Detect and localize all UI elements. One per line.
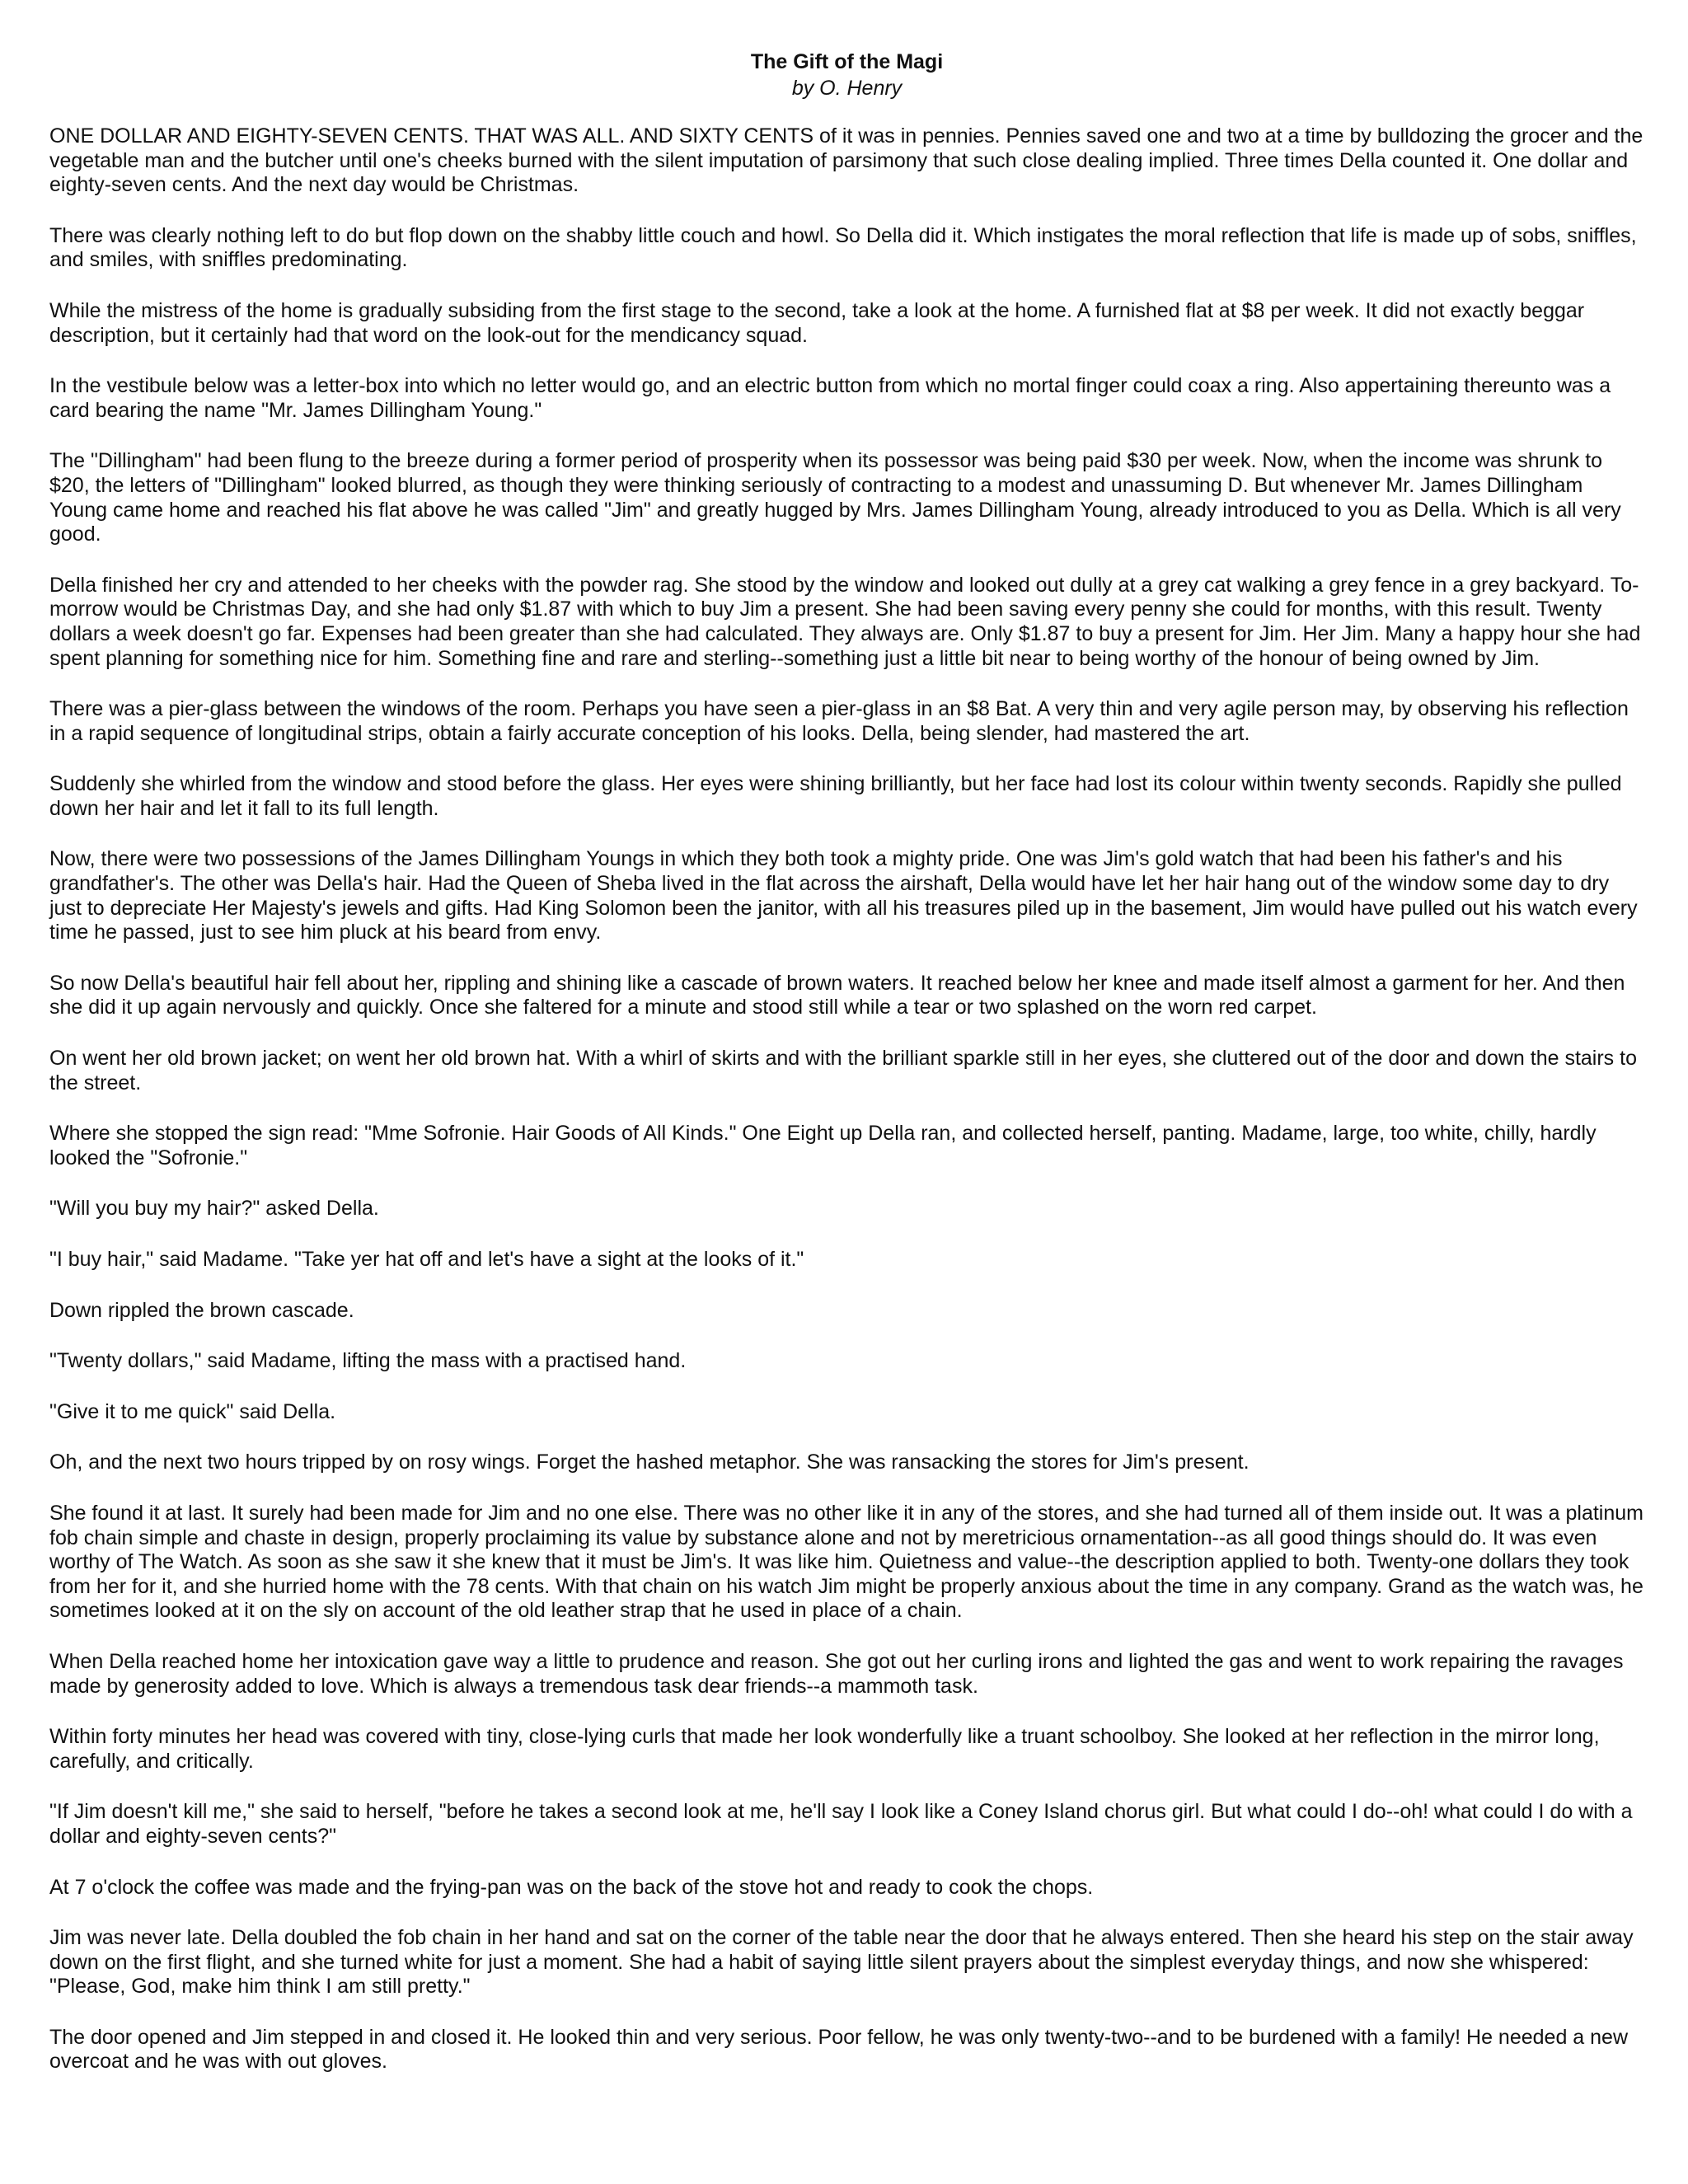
paragraph: While the mistress of the home is gradually subsiding from the first stage to the second, take a look at the home. A furnished flat at $8 per week. It did not exactly beggar description, but it certainly had that word on the look-out for the mendicancy squad. bbox=[49, 298, 1585, 347]
paragraph: "Give it to me quick" said Della. bbox=[49, 1399, 336, 1423]
paragraph: Jim was never late. Della doubled the fob chain in her hand and sat on the corner of the table near the door that he always entered. Then she heard his step on the stair away down on the first flight, and she turned white for just a moment. She had a habit of saying little silent prayers about the simplest everyday things, and now she whispered: "Please, God, make him think I am still pretty." bbox=[49, 1926, 1634, 1999]
paragraph: The "Dillingham" had been flung to the breeze during a former period of prosperity when its possessor was being paid $30 per week. Now, when the income was shrunk to $20, the letters of "Dillingham" looked blurred, as though they were thinking seriously of contracting to a modest and unassuming D. But whenever Mr. James Dillingham Young came home and reached his flat above he was called "Jim" and greatly hugged by Mrs. James Dillingham Young, already introduced to you as Della. Which is all very good. bbox=[49, 449, 1621, 546]
paragraph: On went her old brown jacket; on went her old brown hat. With a whirl of skirts and with the brilliant sparkle still in her eyes, she cluttered out of the door and down the stairs to the street. bbox=[49, 1047, 1637, 1094]
paragraph: At 7 o'clock the coffee was made and the frying-pan was on the back of the stove hot and ready to cook the chops. bbox=[49, 1875, 1094, 1899]
paragraph: Oh, and the next two hours tripped by on rosy wings. Forget the hashed metaphor. She was ransacking the stores for Jim's present. bbox=[49, 1451, 1250, 1474]
paragraph: Within forty minutes her head was covered with tiny, close-lying curls that made her look wonderfully like a truant schoolboy. She looked at her reflection in the mirror long, carefully, and critically. bbox=[49, 1725, 1600, 1773]
paragraph: There was a pier-glass between the windows of the room. Perhaps you have seen a pier-glass in an $8 Bat. A very thin and very agile person may, by observing his reflection in a rapid sequence of longitudinal strips, obtain a fairly accurate conception of his looks. Della, being slender, had mastered the art. bbox=[49, 697, 1629, 745]
paragraph: "Will you buy my hair?" asked Della. bbox=[49, 1197, 379, 1221]
paragraph: Now, there were two possessions of the James Dillingham Youngs in which they both took a mighty pride. One was Jim's gold watch that had been his father's and his grandfather's. The other was Della's hair. Had the Queen of Sheba lived in the flat across the airshaft, Della would have let her hair hang out of the window some day to dry just to depreciate Her Majesty's jewels and gifts. Had King Solomon been the janitor, with all his treasures piled up in the basement, Jim would have pulled out his watch every time he passed, just to see him pluck at his beard from envy. bbox=[49, 847, 1638, 944]
paragraph: In the vestibule below was a letter-box into which no letter would go, and an electric button from which no mortal finger could coax a ring. Also appertaining thereunto was a card bearing the name "Mr. James Dillingham Young." bbox=[49, 374, 1611, 422]
paragraph: She found it at last. It surely had been made for Jim and no one else. There was no other like it in any of the stores, and she had turned all of them inside out. It was a platinum fob chain simple and chaste in design, properly proclaiming its value by substance alone and not by meretricious ornamentation--as all good things should do. It was even worthy of The Watch. As soon as she saw it she knew that it must be Jim's. It was like him. Quietness and value--the description applied to both. Twenty-one dollars they took from her for it, and she hurried home with the 78 cents. With that chain on his watch Jim might be properly anxious about the time in any company. Grand as the watch was, he sometimes looked at it on the sly on account of the old leather strap that he used in place of a chain. bbox=[49, 1501, 1643, 1623]
document-byline: by O. Henry bbox=[791, 77, 903, 100]
paragraph: Where she stopped the sign read: "Mme Sofronie. Hair Goods of All Kinds." One Eight up Della ran, and collected herself, panting. Madame, large, too white, chilly, hardly looked the "Sofronie." bbox=[49, 1122, 1597, 1169]
paragraph: The door opened and Jim stepped in and closed it. He looked thin and very serious. Poor fellow, he was only twenty-two--and to be burdened with a family! He needed a new overcoat and he was with out gloves. bbox=[49, 2025, 1629, 2074]
paragraph: Della finished her cry and attended to her cheeks with the powder rag. She stood by the window and looked out dully at a grey cat walking a grey fence in a grey backyard. To-morrow would be Christmas Day, and she had only $1.87 with which to buy Jim a present. She had been saving every penny she could for months, with this result. Twenty dollars a week doesn't go far. Expenses had been greater than she had calculated. They always are. Only $1.87 to buy a present for Jim. Her Jim. Many a happy hour she had spent planning for something nice for him. Something fine and rare and sterling--something just a little bit near to being worthy of the honour of being owned by Jim. bbox=[49, 573, 1641, 670]
paragraph: So now Della's beautiful hair fell about her, rippling and shining like a cascade of brown waters. It reached below her knee and made itself almost a garment for her. And then she did it up again nervously and quickly. Once she faltered for a minute and stood still while a tear or two splashed on the worn red carpet. bbox=[49, 971, 1625, 1019]
paragraph: ONE DOLLAR AND EIGHTY-SEVEN CENTS. THAT WAS ALL. AND SIXTY CENTS of it was in pennies. Pennies saved one and two at a time by bulldozing the grocer and the vegetable man and the butcher until one's cheeks burned with the silent imputation of parsimony that such close dealing implied. Three times Della counted it. One dollar and eighty-seven cents. And the next day would be Christmas. bbox=[49, 124, 1643, 197]
paragraph: "If Jim doesn't kill me," she said to herself, "before he takes a second look at me, he'll say I look like a Coney Island chorus girl. But what could I do--oh! what could I do with a dollar and eighty-seven cents?" bbox=[49, 1800, 1633, 1848]
paragraph: "Twenty dollars," said Madame, lifting the mass with a practised hand. bbox=[49, 1349, 687, 1373]
paragraph: There was clearly nothing left to do but flop down on the shabby little couch and howl. So Della did it. Which instigates the moral reflection that life is made up of sobs, sniffles, and smiles, with sniffles predominating. bbox=[49, 223, 1637, 272]
paragraph: When Della reached home her intoxication gave way a little to prudence and reason. She got out her curling irons and lighted the gas and went to work repairing the ravages made by generosity added to love. Which is always a tremendous task dear friends--a mammoth task. bbox=[49, 1649, 1624, 1698]
paragraph: Suddenly she whirled from the window and stood before the glass. Her eyes were shining brilliantly, but her face had lost its colour within twenty seconds. Rapidly she pulled down her hair and let it fall to its full length. bbox=[49, 772, 1622, 820]
paragraph: Down rippled the brown cascade. bbox=[49, 1298, 354, 1322]
paragraph: "I buy hair," said Madame. "Take yer hat off and let's have a sight at the looks of it." bbox=[49, 1248, 804, 1271]
document-page bbox=[49, 48, 1644, 2101]
document-title: The Gift of the Magi bbox=[750, 50, 944, 73]
document-body bbox=[49, 124, 1644, 2074]
